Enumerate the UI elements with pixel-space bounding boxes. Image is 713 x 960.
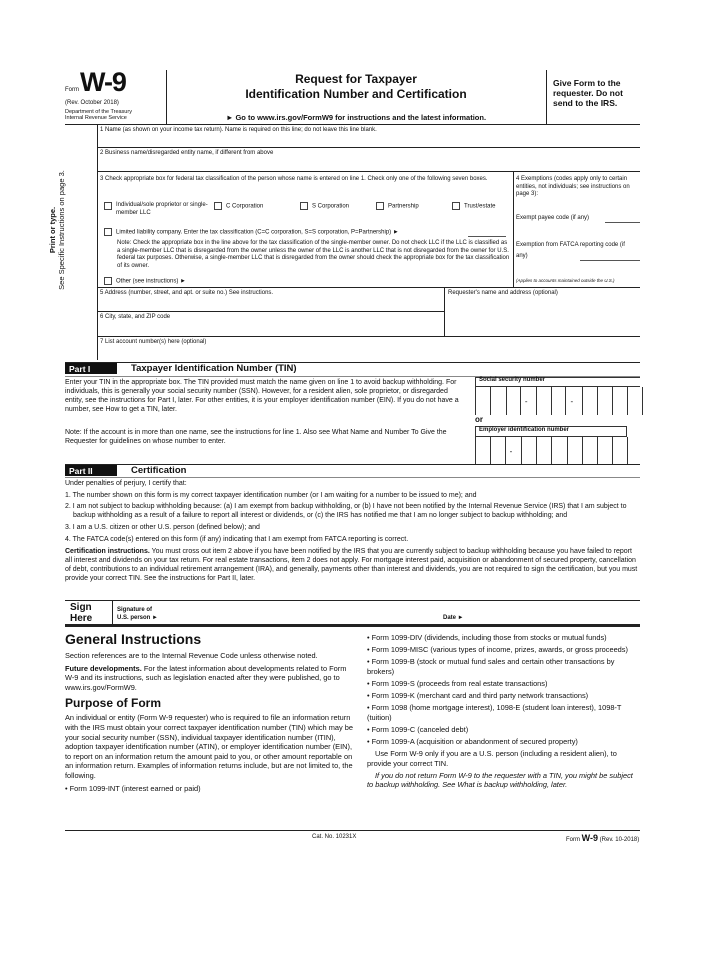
line6-label: 6 City, state, and ZIP code: [100, 314, 171, 320]
line5-label: 5 Address (number, street, and apt. or suite no.) See instructions.: [100, 290, 274, 296]
exempt-payee-input[interactable]: [605, 222, 640, 223]
digit-box[interactable]: [597, 387, 612, 415]
checkbox-individual[interactable]: Individual/sole proprietor or single-member LLC: [104, 202, 214, 217]
list-item: • Form 1098 (home mortgage interest), 1098-E (student loan interest), 1098-T (tuition): [367, 703, 622, 722]
list-item: • Form 1099-A (acquisition or abandonment of secured property): [367, 736, 578, 746]
list-item: • Form 1099-K (merchant card and third party network transactions): [367, 690, 589, 700]
checkbox-llc[interactable]: Limited liability company. Enter the tax classification (C=C corporation, S=S corporation, P=Partnership) ►: [104, 228, 399, 237]
revision: (Rev. October 2018): [65, 100, 119, 106]
side-label: Print or type. See Specific Instructions on page 3.: [48, 170, 66, 290]
dept: Department of the Treasury: [65, 109, 132, 115]
digit-box[interactable]: [521, 437, 536, 465]
line7-label: 7 List account number(s) here (optional): [100, 339, 207, 345]
list-item: • Form 1099-DIV (dividends, including those from stocks or mutual funds): [367, 633, 607, 642]
checkbox-partnership[interactable]: Partnership: [376, 202, 419, 211]
business-name-input[interactable]: [98, 158, 640, 170]
section-references: Section references are to the Internal Revenue Code unless otherwise noted.: [65, 651, 318, 660]
line4-label: 4 Exemptions (codes apply only to certain entities, not individuals; see instructions on page 3):: [516, 176, 630, 197]
llc-note: Note: Check the appropriate box in the line above for the tax classification of the single-member owner. Do not check LLC if the LLC is classified as a single-member LLC that is disregarded from the owner unless the owner of the LLC is another LLC that is not disregarded from the owner for U.S. federal tax purposes. Otherwise, a single-member LLC that is disregarded from the owner should check the appropriate box for the tax classification of its owner.: [117, 240, 510, 269]
list-item: • Form 1099-INT (interest earned or paid): [65, 783, 201, 793]
digit-box[interactable]: [506, 387, 521, 415]
form-word: Form: [65, 87, 79, 93]
ssn-label: Social security number: [479, 377, 546, 383]
part1-note: Note: If the account is in more than one name, see the instructions for line 1. Also see What Name and Number To Give the Requester for guidelines on whose number to enter.: [65, 429, 447, 445]
checkbox-c-corporation[interactable]: C Corporation: [214, 202, 263, 211]
line1-label: 1 Name (as shown on your income tax return). Name is required on this line; do not leave this line blank.: [100, 127, 377, 133]
form-name: W-9: [80, 67, 126, 97]
dash: -: [509, 447, 513, 456]
form-list: [367, 633, 639, 790]
certification-item: 4. The FATCA code(s) entered on this form (if any) indicating that I am exempt from FATCA reporting is correct.: [65, 536, 409, 543]
part1-text: Enter your TIN in the appropriate box. The TIN provided must match the name given on line 1 to avoid backup withholding. For individuals, this is generally your social security number (SSN). However, for a resident alien, sole proprietor, or disregarded entity, see the instructions for Part I, later. For other entities, it is your employer identification number (EIN). If you do not have a number, see How to get a TIN, later.: [65, 379, 459, 413]
address-input[interactable]: [98, 298, 443, 310]
digit-box[interactable]: [536, 387, 551, 415]
exempt-payee-label: Exempt payee code (if any): [516, 215, 590, 221]
purpose-text: An individual or entity (Form W-9 requester) who is required to file an information return with the IRS must obtain your correct taxpayer identification number (TIN) which may be your social security number (SSN), individual taxpayer identification number (ITIN), adoption taxpayer identification number (ATIN), or employer identification number (EIN), to report on an information return the amount paid to you, or other amount reportable on an information return. Examples of information returns include, but are not limited to, the following.: [65, 713, 353, 780]
digit-box[interactable]: [475, 387, 490, 415]
sign-here-label: Sign Here: [70, 602, 93, 624]
purpose-title: Purpose of Form: [65, 696, 162, 711]
requester-input[interactable]: [446, 298, 639, 335]
digit-box[interactable]: [612, 387, 627, 415]
digit-box[interactable]: [567, 437, 582, 465]
use-form-note: Use Form W-9 only if you are a U.S. person (including a resident alien), to provide your correct TIN.: [367, 748, 617, 768]
digit-box[interactable]: [582, 387, 597, 415]
digit-box[interactable]: [597, 437, 612, 465]
fatca-input[interactable]: [580, 260, 640, 261]
signature-label: Signature of U.S. person ►: [117, 607, 158, 621]
date-label: Date ►: [443, 615, 464, 621]
irs: Internal Revenue Service: [65, 115, 127, 121]
digit-box[interactable]: [612, 437, 627, 465]
dash: -: [570, 397, 574, 406]
ein-input[interactable]: [475, 437, 640, 465]
part2-header: Part II Certification: [65, 464, 640, 477]
give-form-note: send to the IRS.: [553, 98, 618, 108]
fatca-label: Exemption from FATCA reporting code (if any): [516, 242, 625, 259]
digit-box[interactable]: [582, 437, 597, 465]
certification-items: [65, 491, 640, 583]
footer-form: Form W-9 (Rev. 10-2018): [566, 833, 640, 843]
line3-label: 3 Check appropriate box for federal tax classification of the person whose name is entered on line 1. Check only one of the following seven boxes.: [100, 176, 488, 182]
future-developments: Future developments. For the latest information about developments related to Form W-9 and its instructions, such as legislation enacted after they were published, go to www.irs.gov/FormW9.: [65, 663, 347, 692]
checkbox-trust-estate[interactable]: Trust/estate: [452, 202, 495, 211]
list-item: • Form 1099-C (canceled debt): [367, 724, 469, 734]
certification-item: 1. The number shown on this form is my correct taxpayer identification number (or I am waiting for a number to be issued to me); and: [65, 492, 477, 499]
or-label: or: [475, 415, 483, 424]
digit-box[interactable]: [627, 387, 642, 415]
general-instructions-title: General Instructions: [65, 631, 202, 647]
fatca-note: (Applies to accounts maintained outside the U.S.): [516, 278, 615, 283]
list-item: • Form 1099-S (proceeds from real estate transactions): [367, 678, 548, 688]
give-form-note: Give Form to the: [553, 78, 621, 88]
ssn-input[interactable]: [475, 387, 640, 415]
list-item: • Form 1099-MISC (various types of income, prizes, awards, or gross proceeds): [367, 645, 628, 655]
dash: -: [524, 397, 528, 406]
digit-box[interactable]: [551, 387, 566, 415]
digit-box[interactable]: [551, 437, 566, 465]
checkbox-other[interactable]: Other (see instructions) ►: [104, 277, 186, 286]
list-item: • Form 1099-B (stock or mutual fund sales and certain other transactions by brokers): [367, 657, 615, 676]
form-header: [65, 67, 640, 125]
signature-field[interactable]: [170, 602, 440, 624]
ein-label: Employer identification number: [479, 427, 570, 433]
digit-box[interactable]: [475, 437, 490, 465]
part1-header: Part I Taxpayer Identification Number (TIN): [65, 362, 640, 375]
title-line1: Request for Taxpayer: [295, 72, 417, 86]
llc-classification-input[interactable]: [468, 236, 506, 237]
certification-item: 2. I am not subject to backup withholding because: (a) I am exempt from backup withholding, or (b) I have not been notified by the Internal Revenue Service (IRS) that I am subject to backup withholding as a result of a failure to report all interest or dividends, or (c) the IRS has notified me that I am no longer subject to backup withholding; and: [65, 503, 627, 519]
digit-box[interactable]: [490, 437, 505, 465]
requester-label: Requester's name and address (optional): [448, 290, 558, 296]
title-line2: Identification Number and Certification: [245, 87, 467, 101]
date-field[interactable]: [465, 602, 639, 624]
digit-box[interactable]: [536, 437, 551, 465]
instructions-link[interactable]: ► Go to www.irs.gov/FormW9 for instructions and the latest information.: [225, 113, 487, 122]
city-state-zip-input[interactable]: [98, 322, 443, 335]
name-input[interactable]: [98, 135, 640, 146]
certification-intro: Under penalties of perjury, I certify that:: [65, 480, 187, 487]
digit-box[interactable]: [490, 387, 505, 415]
backup-withholding-note: If you do not return Form W-9 to the requester with a TIN, you might be subject to backup withholding. See What is backup withholding, later.: [367, 770, 633, 790]
checkbox-s-corporation[interactable]: S Corporation: [300, 202, 349, 211]
line2-label: 2 Business name/disregarded entity name, if different from above: [100, 150, 274, 156]
account-numbers-input[interactable]: [98, 347, 639, 359]
certification-item: 3. I am a U.S. citizen or other U.S. person (defined below); and: [65, 524, 260, 531]
give-form-note: requester. Do not: [553, 88, 623, 98]
certification-instructions: Certification instructions. You must cross out item 2 above if you have been notified by the IRS that you are currently subject to backup withholding because you have failed to report all interest and dividends on your tax return. For real estate transactions, item 2 does not apply. For mortgage interest paid, acquisition or abandonment of secured property, cancellation of debt, contributions to an individual retirement arrangement (IRA), and generally, payments other than interest and dividends, you are not required to sign the certification, but you must provide your correct TIN. See the instructions for Part II, later.: [65, 548, 638, 582]
catalog-number: Cat. No. 10231X: [312, 834, 357, 840]
